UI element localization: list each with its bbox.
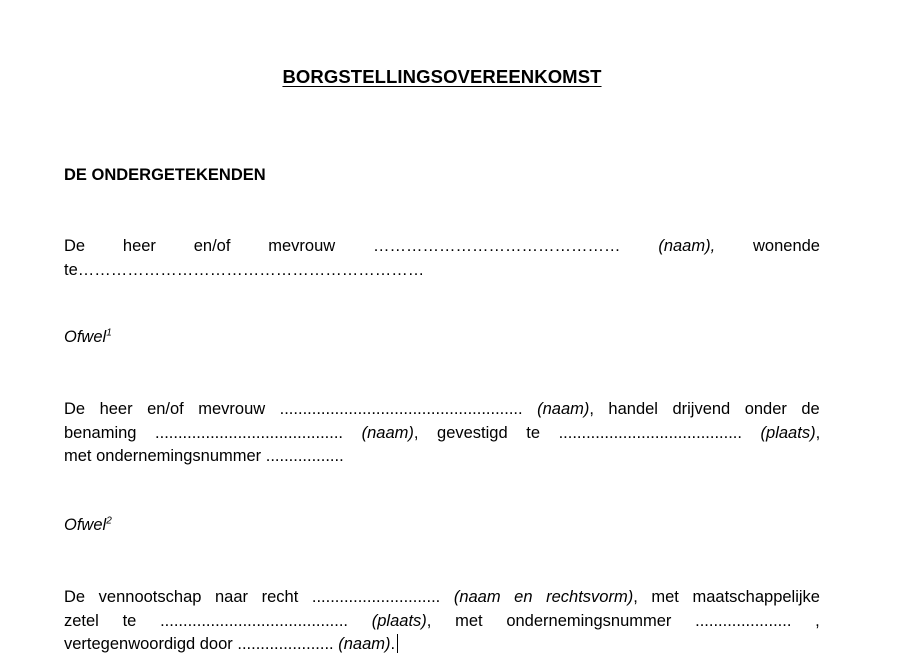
placeholder-hint-naam: (naam) [361,423,414,442]
text-word: heer [122,237,156,255]
ofwel-label-1 [64,328,112,347]
paragraph-signatory-business [64,398,820,469]
text-run: , met ondernemingsnummer ..................... , [426,611,820,630]
placeholder-hint-plaats: (plaats) [760,423,816,442]
text-segment [64,422,820,446]
paragraph-line [64,235,820,259]
text-word: en/of [193,237,231,255]
ofwel-label-2 [64,516,112,535]
text-run: benaming ......................................... [64,423,362,442]
text-run: De heer en/of mevrouw ..................................................... [64,400,538,418]
paragraph-line [64,422,820,446]
placeholder-hint-naam: (naam), [658,237,716,255]
text-word: wonende [753,237,820,255]
placeholder-hint-naam: (naam) [338,635,391,653]
paragraph-line [64,586,820,610]
text-segment [64,586,820,610]
paragraph-signatory-company [64,586,820,657]
paragraph-line: te……………………………………………………… [64,260,425,279]
text-segment [64,398,820,422]
text-cursor[interactable] [397,634,398,653]
placeholder-hint-plaats: (plaats) [371,611,427,630]
footnote-marker: 2 [106,515,112,527]
ofwel-text: Ofwel [64,516,107,534]
text-word: mevrouw [268,237,336,255]
text-segment [64,610,820,634]
placeholder-dots: ……………………………………… [373,237,621,255]
paragraph-line [64,398,820,422]
paragraph-line [64,633,820,657]
footnote-marker: 1 [106,327,112,339]
document-title: BORGSTELLINGSOVEREENKOMST [282,66,602,87]
paragraph-signatory-person [64,235,820,282]
text-run: . [390,635,396,653]
paragraph-line [64,610,820,634]
placeholder-hint-naam-rechtsvorm: (naam en rechtsvorm) [453,588,634,606]
text-run: , [815,423,821,442]
paragraph-line: met ondernemingsnummer ................. [64,447,344,465]
text-run: , met maatschappelijke [633,588,820,606]
text-word: De [64,237,86,255]
text-run: zetel te ......................................... [64,611,372,630]
text-run: vertegenwoordigd door ..................... [64,635,339,653]
ofwel-text: Ofwel [64,328,107,346]
text-run: , handel drijvend onder de [589,400,820,418]
section-heading: DE ONDERGETEKENDEN [64,166,266,184]
text-run: , gevestigd te ........................................ [413,423,761,442]
placeholder-hint-naam: (naam) [537,400,590,418]
text-run: De vennootschap naar recht ............................ [64,588,454,606]
